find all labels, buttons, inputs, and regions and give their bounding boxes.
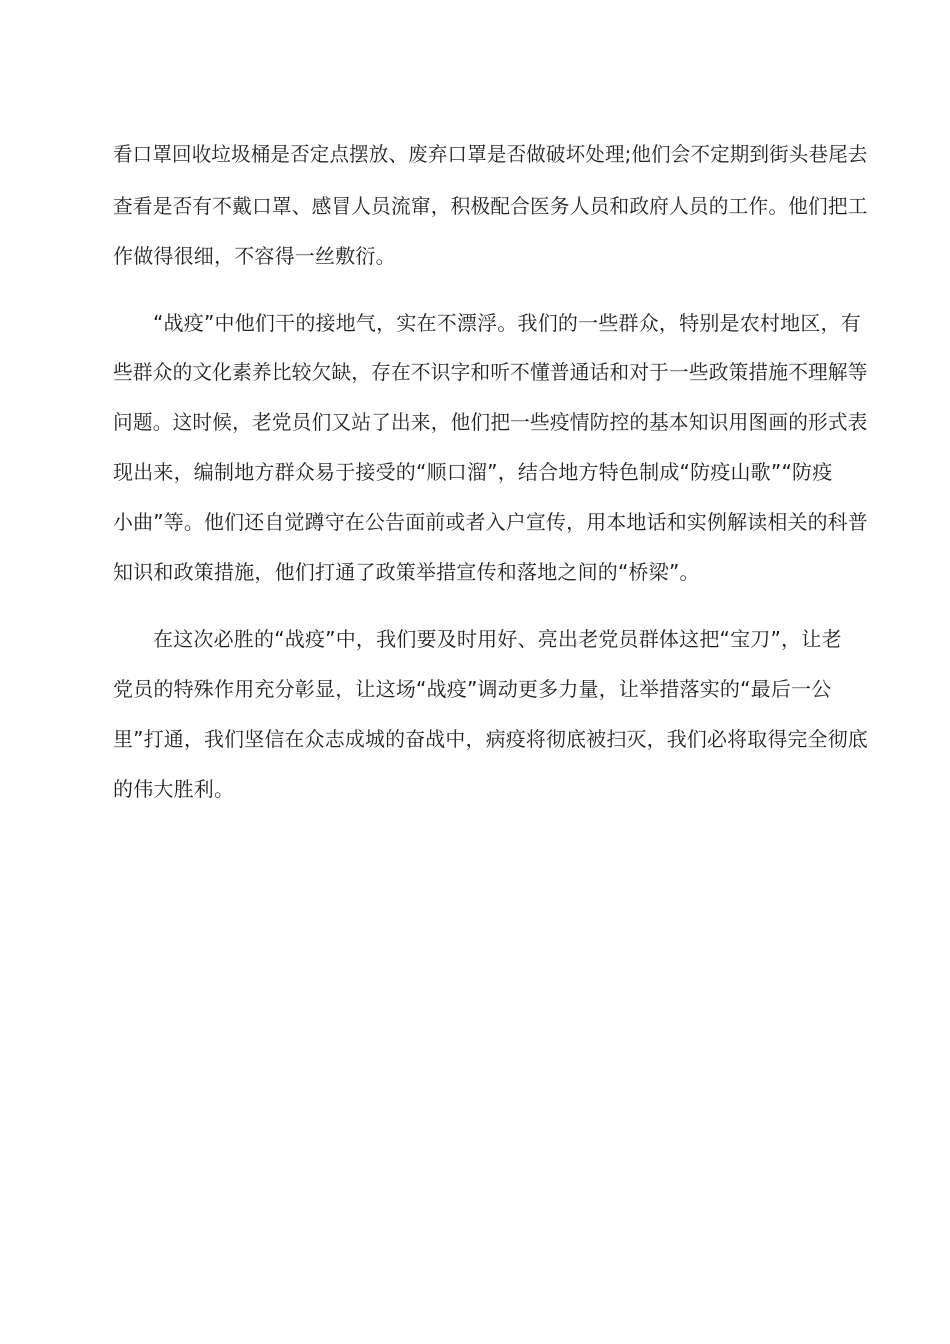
paragraph-3-line-4: 的伟大胜利。 — [113, 777, 235, 801]
paragraph-3-line-3: 里”打通，我们坚信在众志成城的奋战中，病疫将彻底被扫灭，我们必将取得完全彻底 — [113, 727, 868, 751]
paragraph-2-line-1: “战疫”中他们干的接地气，实在不漂浮。我们的一些群众，特别是农村地区，有 — [153, 311, 861, 335]
paragraph-2-line-4: 现出来，编制地方群众易于接受的“顺口溜”，结合地方特色制成“防疫山歌”“防疫 — [113, 460, 833, 484]
paragraph-2-line-6: 知识和政策措施，他们打通了政策举措宣传和落地之间的“桥梁”。 — [113, 560, 700, 584]
paragraph-1-line-1: 看口罩回收垃圾桶是否定点摆放、废弃口罩是否做破坏处理;他们会不定期到街头巷尾去 — [113, 142, 868, 166]
paragraph-1-line-3: 作做得很细，不容得一丝敷衍。 — [113, 244, 396, 268]
paragraph-2-line-2: 些群众的文化素养比较欠缺，存在不识字和听不懂普通话和对于一些政策措施不理解等 — [113, 360, 868, 384]
paragraph-2-line-5: 小曲”等。他们还自觉蹲守在公告面前或者入户宣传，用本地话和实例解读相关的科普 — [113, 510, 868, 534]
paragraph-3-line-2: 党员的特殊作用充分彰显，让这场“战疫”调动更多力量，让举措落实的“最后一公 — [113, 677, 832, 701]
paragraph-2-line-3: 问题。这时候，老党员们又站了出来，他们把一些疫情防控的基本知识用图画的形式表 — [113, 410, 868, 434]
paragraph-3-line-1: 在这次必胜的“战疫”中，我们要及时用好、亮出老党员群体这把“宝刀”，让老 — [153, 627, 842, 651]
paragraph-1-line-2: 查看是否有不戴口罩、感冒人员流窜，积极配合医务人员和政府人员的工作。他们把工 — [113, 194, 868, 218]
